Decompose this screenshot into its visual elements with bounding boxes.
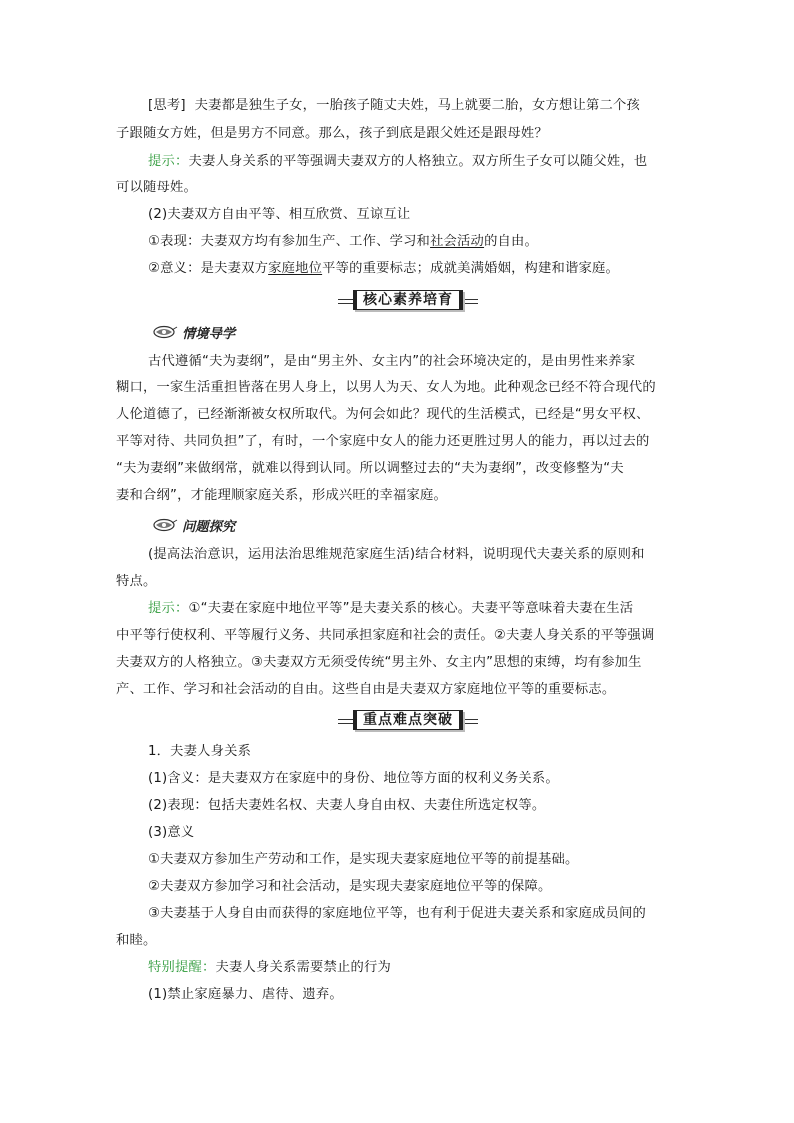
quill-emblem-icon bbox=[152, 324, 178, 340]
think-text: 夫妻都是独生子女，一胎孩子随丈夫姓，马上就要二胎，女方想让第二个孩 bbox=[194, 98, 641, 113]
section-2-item-1: ①表现：夫妻双方均有参加生产、工作、学习和社会活动的自由。 bbox=[148, 234, 539, 249]
hint-1-line-2: 可以随母姓。 bbox=[116, 180, 197, 195]
keypoints-sub-2: ②夫妻双方参加学习和社会活动，是实现夫妻家庭地位平等的保障。 bbox=[148, 879, 552, 894]
section-banner-core-literacy bbox=[338, 289, 478, 311]
keypoints-significance: (3)意义 bbox=[148, 825, 195, 840]
keypoints-manifestation: (2)表现：包括夫妻姓名权、夫妻人身自由权、夫妻住所选定权等。 bbox=[148, 798, 546, 813]
hint-text: 夫妻人身关系的平等强调夫妻双方的人格独立。双方所生子女可以随父姓，也 bbox=[188, 154, 648, 169]
scenario-line: 糊口，一家生活重担皆落在男人身上，以男人为天、女人为地。此种观念已经不符合现代的 bbox=[116, 380, 656, 395]
hint-label: 提示： bbox=[148, 601, 189, 616]
keypoints-meaning: (1)含义：是夫妻双方在家庭中的身份、地位等方面的权利义务关系。 bbox=[148, 771, 559, 786]
keypoints-sub-3: ③夫妻基于人身自由而获得的家庭地位平等，也有利于促进夫妻关系和家庭成员间的 bbox=[148, 906, 647, 921]
subheading-label: 情境导学 bbox=[182, 326, 236, 342]
section-banner-key-points bbox=[338, 709, 478, 731]
think-paragraph-line-2: 子跟随女方姓，但是男方不同意。那么，孩子到底是跟父姓还是跟母姓？ bbox=[116, 126, 548, 141]
subheading-scenario bbox=[152, 322, 235, 342]
think-paragraph-line-1 bbox=[148, 96, 676, 116]
hint-1-line-1 bbox=[148, 152, 676, 172]
hint-2-line-1 bbox=[148, 599, 676, 619]
special-reminder-item-1: (1)禁止家庭暴力、虐待、遗弃。 bbox=[148, 987, 343, 1002]
section-2-title: (2)夫妻双方自由平等、相互欣赏、互谅互让 bbox=[148, 207, 411, 222]
section-2-item-2: ②意义：是夫妻双方家庭地位平等的重要标志；成就美满婚姻，构建和谐家庭。 bbox=[148, 261, 620, 276]
special-reminder bbox=[148, 958, 676, 978]
underlined-term: 社会活动 bbox=[430, 234, 485, 249]
keypoints-sub-1: ①夫妻双方参加生产劳动和工作，是实现夫妻家庭地位平等的前提基础。 bbox=[148, 852, 579, 867]
hint-text: ①“夫妻在家庭中地位平等”是夫妻关系的核心。夫妻平等意味着夫妻在生活 bbox=[188, 601, 634, 616]
banner-title: 重点难点突破 bbox=[353, 710, 463, 730]
inquiry-line-2: 特点。 bbox=[116, 574, 157, 589]
subheading-inquiry bbox=[152, 515, 235, 535]
scenario-line: “夫为妻纲”来做纲常，就难以得到认同。所以调整过去的“夫为妻纲”，改变修整为“夫 bbox=[116, 461, 624, 476]
hint-2-line: 产、工作、学习和社会活动的自由。这些自由是夫妻双方家庭地位平等的重要标志。 bbox=[116, 682, 616, 697]
scenario-line: 平等对待、共同负担”了，有时，一个家庭中女人的能力还更胜过男人的能力，再以过去的 bbox=[116, 434, 650, 449]
special-reminder-text: 夫妻人身关系需要禁止的行为 bbox=[215, 960, 391, 975]
hint-label: 提示： bbox=[148, 154, 189, 169]
quill-emblem-icon bbox=[152, 517, 178, 533]
banner-title: 核心素养培育 bbox=[353, 290, 463, 310]
hint-2-line: 夫妻双方的人格独立。③夫妻双方无须受传统“男主外、女主内”思想的束缚，均有参加生 bbox=[116, 655, 642, 670]
scenario-line: 人伦道德了，已经渐渐被女权所取代。为何会如此？现代的生活模式，已经是“男女平权、 bbox=[116, 407, 650, 422]
inquiry-line-1: (提高法治意识，运用法治思维规范家庭生活)结合材料，说明现代夫妻关系的原则和 bbox=[148, 547, 645, 562]
special-reminder-label: 特别提醒： bbox=[148, 960, 216, 975]
scenario-line: 妻和合纲”，才能理顺家庭关系，形成兴旺的幸福家庭。 bbox=[116, 488, 448, 503]
hint-2-line: 中平等行使权利、平等履行义务、共同承担家庭和社会的责任。②夫妻人身关系的平等强调 bbox=[116, 628, 655, 643]
underlined-term: 家庭地位 bbox=[268, 261, 323, 276]
scenario-line: 古代遵循“夫为妻纲”，是由“男主外、女主内”的社会环境决定的，是由男性来养家 bbox=[148, 354, 636, 369]
keypoints-title: 1．夫妻人身关系 bbox=[148, 744, 252, 759]
subheading-label: 问题探究 bbox=[182, 519, 236, 535]
think-tag: [思考] bbox=[148, 98, 186, 113]
keypoints-sub-3-cont: 和睦。 bbox=[116, 933, 157, 948]
